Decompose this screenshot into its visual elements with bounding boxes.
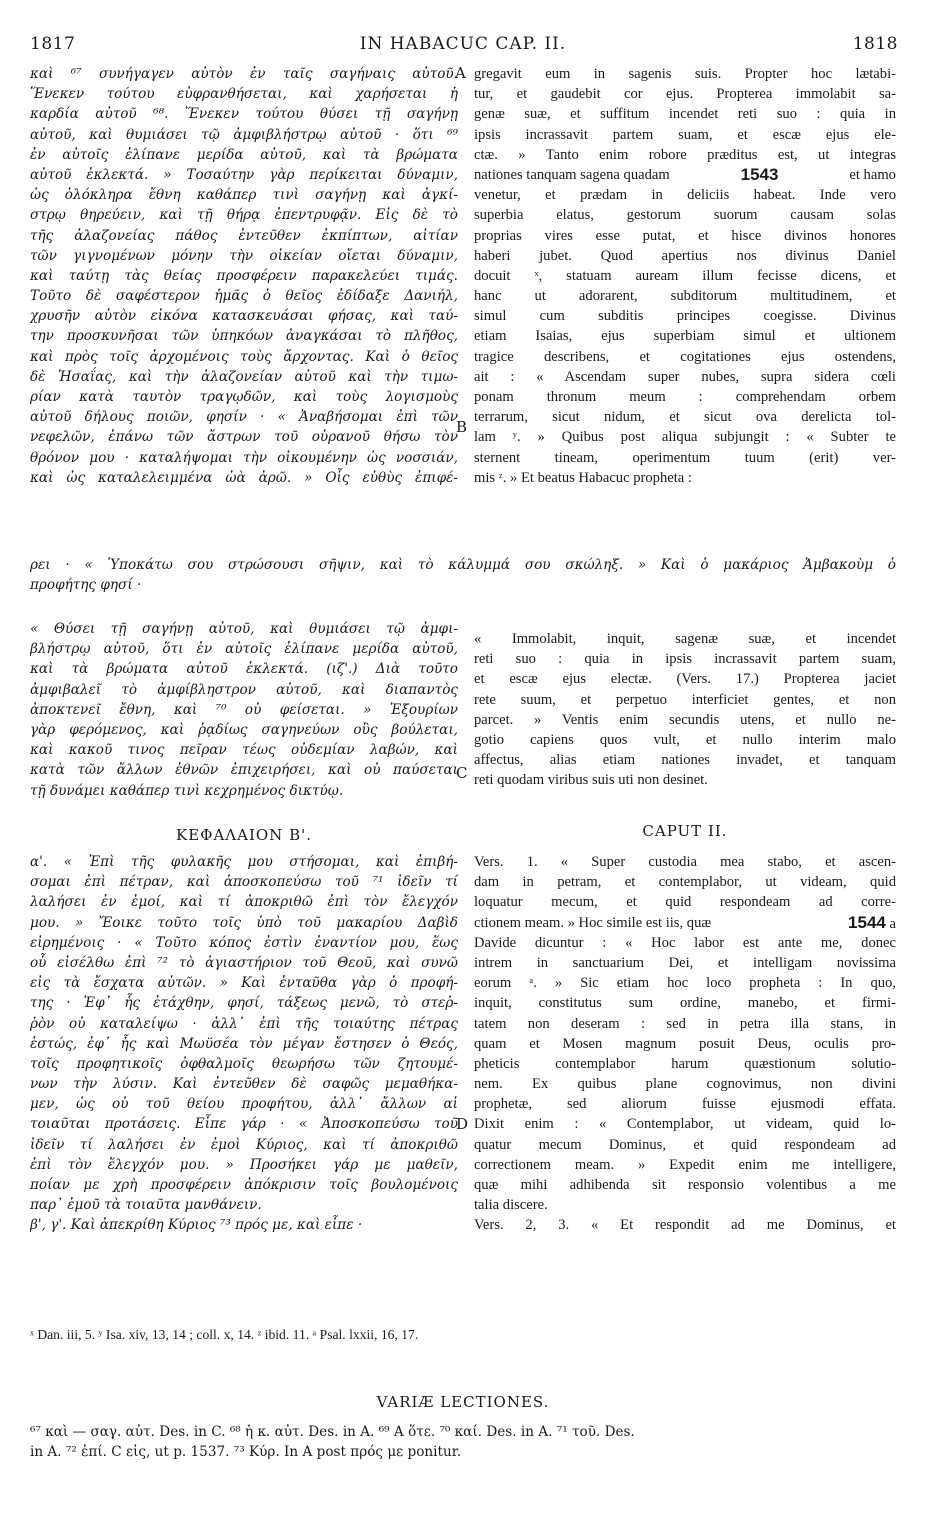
latin-line: « Immolabit, inquit, sagenæ suæ, et incendet — [474, 631, 896, 647]
greek-line: καὶ ⁶⁷ συνήγαγεν αὐτὸν ἐν ταῖς σαγήναις αὐτοῦ. — [30, 66, 458, 82]
variant-line: ⁶⁷ καὶ — σαγ. αὐτ. Des. in C. ⁶⁸ ἡ κ. αὐτ. Des. in A. ⁶⁹ A ὅτε. ⁷⁰ καί. Des. in A. ⁷¹ τοῦ. Des. — [30, 1424, 635, 1440]
margin-letter-d: D — [456, 1115, 469, 1133]
latin-chapter-heading: CAPUT II. — [642, 822, 728, 840]
latin-line: ctæ. » Tanto enim robore præditus est, ut integras — [474, 146, 896, 163]
latin-line-with-marker — [474, 165, 896, 185]
running-title: IN HABACUC CAP. II. — [359, 34, 567, 54]
footnote-line: ˣ Dan. iii, 5. ʸ Isa. xiv, 13, 14 ; coll. x, 14. ᶻ ibid. 11. ᵃ Psal. lxxii, 16, 17. — [30, 1327, 419, 1342]
greek-line: καὶ κακοῦ τινος πεῖραν τέως οὐδεμίαν λαβών, καὶ — [30, 742, 458, 759]
latin-line: ait : « Ascendam super nubes, supra sidera cœli — [474, 368, 896, 385]
latin-line: sternent tineam, operimentum tuum (erit) ver- — [474, 449, 896, 466]
greek-line: ἀποκτενεῖ ἔθνη, καὶ ⁷⁰ οὐ φείσεται. » Ἐξουρίων — [30, 701, 458, 718]
latin-line: correctionem meam. » Expedit enim me intelligere, — [474, 1156, 896, 1173]
latin-line: quatur mecum Dominus, et quid respondeam ad — [474, 1136, 896, 1153]
greek-line: Τοῦτο δὲ σαφέστερον ἡμᾶς ὁ θεῖος ἐδίδαξε Δανιήλ, — [30, 288, 458, 305]
latin-line: haberi jubet. Quod apertius nos divinus Daniel — [474, 247, 896, 264]
full-line: προφήτης φησί · — [30, 577, 142, 594]
full-width-text — [30, 555, 896, 595]
latin-line: loquatur mecum, et quid respondeam ad corre- — [474, 894, 896, 911]
greek-line: β', γ'. Καὶ ἀπεκρίθη Κύριος ⁷³ πρός με, καὶ εἶπε · — [30, 1217, 363, 1234]
greek-line: ἰδεῖν τί λαλήσει ἐν ἐμοὶ Κύριος, καὶ τί ἀποκριθῶ — [30, 1136, 458, 1153]
greek-line: α'. « Ἐπὶ τῆς φυλακῆς μου στήσομαι, καὶ ἐπιβή- — [30, 854, 458, 870]
latin-line: dam in petram, et contemplabor, ut videam, quid — [474, 874, 896, 891]
latin-line: et escæ ejus electæ. (Vers. 17.) Propterea jaciet — [474, 671, 896, 688]
variae-lectiones-title: VARIÆ LECTIONES. — [376, 1393, 550, 1411]
latin-line: gregavit eum in sagenis suis. Propter hoc lætabi- — [474, 66, 896, 82]
greek-line: τοῖς προφητικοῖς ὀφθαλμοῖς θεωρήσω τῶν ζητουμέ- — [30, 1055, 458, 1072]
greek-line: αὐτοῦ δήλους ποιῶν, φησίν · « Ἀναβήσομαι ἐπὶ τῶν — [30, 409, 458, 426]
latin-column-top — [474, 64, 896, 488]
latin-line: tur, et gaudebit cor ejus. Propterea immolabit sa- — [474, 86, 896, 103]
footnotes — [30, 1325, 896, 1345]
greek-line: ἀμφιβαλεῖ τὸ ἀμφίβληστρον αὐτοῦ, καὶ διαπαντὸς — [30, 681, 458, 698]
left-column-number: 1817 — [30, 34, 76, 54]
margin-letter-a: A — [455, 64, 466, 82]
latin-line: mis ᶻ. » Et beatus Habacuc propheta : — [474, 469, 692, 486]
greek-chapter-heading: ΚΕΦΑΛΑΙΟΝ Β'. — [176, 826, 312, 844]
latin-line: tatem non deseram : sed in petra illa stans, in — [474, 1015, 896, 1032]
latin-line: parcet. » Ventis enim secundis utens, et nullo ne- — [474, 711, 896, 728]
greek-line: « Θύσει τῇ σαγήνῃ αὐτοῦ, καὶ θυμιάσει τῷ ἀμφι- — [30, 621, 458, 637]
latin-line: Davide dicuntur : « Hoc labor est ante me, donec — [474, 934, 896, 951]
latin-line: Dixit enim : « Contemplabor, ut videam, quid lo- — [474, 1116, 896, 1133]
latin-line: ipsis incrassavit partem suam, et escæ ejus ele- — [474, 126, 896, 143]
greek-line: ρίαν κατὰ ταυτὸν τραγῳδῶν, καὶ τοὺς λογισμοὺς — [30, 389, 458, 405]
greek-line: παρ᾽ ἐμοῦ τὰ τοιαῦτα μανθάνειν. — [30, 1197, 262, 1214]
greek-line: τῇ δυνάμει καθάπερ τινὶ κεχρημένος δικτύῳ. — [30, 782, 344, 799]
greek-line: βλήστρῳ αὐτοῦ, ὅτι ἐν αὐτοῖς ἐλίπανε μερίδα αὐτοῦ, — [30, 641, 458, 658]
greek-line: ἐν αὐτοῖς ἐλίπανε μερίδα αὐτοῦ, καὶ τὰ βρώματα — [30, 146, 458, 163]
latin-line: reti suo : quia in ipsis incrassavit partem suam, — [474, 651, 896, 668]
latin-line: reti quodam viribus suis uti non desinet. — [474, 772, 708, 789]
latin-line: affectus, alias etiam nationes invadet, et tanquam — [474, 752, 896, 769]
greek-line: σομαι ἐπὶ πέτραν, καὶ ἀποσκοπεύσω τοῦ ⁷¹ ἰδεῖν τί — [30, 874, 458, 891]
greek-line: ἐπὶ τὸν ἔλεγχόν μου. » Προσήκει γάρ με μαθεῖν, — [30, 1156, 458, 1173]
latin-line: talia discere. — [474, 1197, 548, 1214]
margin-letter-b: B — [456, 418, 468, 436]
column-marker: 1544 — [848, 912, 886, 932]
greek-line: μου. » Ἔοικε τοῦτο τοῖς ὑπὸ τοῦ μακαρίου Δαβὶδ — [30, 914, 458, 931]
latin-line: superbia elatus, gestorum suorum causam solas — [474, 207, 896, 224]
latin-line: terrarum, sicut nidum, et sicut ova derelicta tol- — [474, 409, 896, 426]
greek-line: δὲ Ἡσαΐας, καὶ τὴν ἀλαζονείαν αὐτοῦ καὶ τὴν τιμω- — [30, 368, 458, 385]
latin-line: venetur, et prædam in deliciis habeat. Inde vero — [474, 187, 896, 204]
latin-line: hanc ut adorarent, subditorum multitudinem, et — [474, 288, 896, 305]
right-column-number: 1818 — [852, 34, 898, 54]
variant-line: in A. ⁷² ἐπί. C εἰς, ut p. 1537. ⁷³ Κύρ. In A post πρός με ponitur. — [30, 1444, 462, 1460]
latin-line-with-marker — [474, 913, 896, 933]
latin-column-bottom — [474, 852, 896, 1236]
latin-line: inquit, constitutus sum ordine, manebo, et firmi- — [474, 995, 896, 1012]
latin-line: intrem in sanctuarium Dei, et intelligam novissima — [474, 954, 896, 971]
greek-line: τῶν γιγνομένων μόνην τὴν οἰκείαν οἴεται δύναμιν, — [30, 247, 458, 264]
greek-line: εἰρημένοις · « Τοῦτο κόπος ἐστὶν ἐναντίον μου, ἕως — [30, 934, 458, 951]
greek-line: κατὰ τῶν ἄλλων ἐθνῶν ἐπιχειρήσει, καὶ οὐ παύσεται — [30, 762, 458, 779]
greek-column-top — [30, 64, 458, 488]
greek-line: χρυσῆν αὐτὸν εἰκόνα κατασκευάσαι φήσας, καὶ ταύ- — [30, 308, 458, 325]
latin-line-tail: a — [889, 915, 896, 932]
greek-line: εἰς τὰ ἔσχατα αὐτῶν. » Καὶ ἐνταῦθα γὰρ ὁ προφή- — [30, 975, 458, 992]
latin-line: eorum ᵃ. » Sic etiam hoc loco propheta : In quo, — [474, 975, 896, 992]
latin-line-text: nationes tanquam sagena quadam — [474, 166, 670, 183]
greek-column-middle — [30, 619, 458, 801]
latin-line-text: ctionem meam. » Hoc simile est iis, quæ — [474, 914, 712, 931]
margin-letter-c: C — [456, 764, 468, 782]
latin-line: simul cum subditis principes coegisse. Divinus — [474, 308, 896, 325]
greek-line: καρδία αὐτοῦ ⁶⁸. Ἕνεκεν τούτου θύσει τῇ σαγήνῃ — [30, 106, 458, 123]
greek-line: τῆς ἀλαζονείας πάθος ἐντεῦθεν ἐκπίπτων, αἰτίαν — [30, 227, 458, 244]
latin-line: pheticis contemplabor harum quæstionum solutio- — [474, 1055, 896, 1072]
greek-line: αὐτοῦ ἐκλεκτά. » Τοσαύτην γὰρ περίκειται δύναμιν, — [30, 166, 458, 183]
greek-line: νων τὴν λύσιν. Καὶ ἐντεῦθεν δὲ σαφῶς μεμαθήκα- — [30, 1076, 458, 1093]
greek-line: ἑστώς, ἐφ᾽ ἧς καὶ Μωϋσέα τὸν μέγαν ἔστησεν ὁ Θεός, — [30, 1035, 458, 1052]
greek-line: καὶ ὡς καταλελειμμένα ὠὰ ἀρῶ. » Οἷς εὐθὺς ἐπιφέ- — [30, 469, 458, 486]
latin-line: nem. Ex quibus plane cognovimus, non divini — [474, 1076, 896, 1093]
greek-line: θρόνον μου · καταλήψομαι τὴν οἰκουμένην ὡς νοσσιάν, — [30, 449, 458, 466]
latin-line-tail: et hamo — [849, 166, 896, 183]
greek-line: της · Ἐφ᾽ ἧς ἐτάχθην, φησί, τάξεως μενῶ, τὸ στεῤ- — [30, 995, 458, 1012]
greek-line: μεν, ὡς οὐ τοῦ θείου προφήτου, ἀλλ᾽ ἄλλων αἱ — [30, 1096, 458, 1113]
greek-line: στρῳ θηρεύειν, καὶ τῇ θήρᾳ ἐπεντρυφᾷν. Εἰς δὲ τὸ — [30, 207, 458, 224]
greek-line: ῥὸν οὐ καταλείψω · ἀλλ᾽ ἐπὶ τῆς τοιαύτης πέτρας — [30, 1015, 458, 1032]
greek-line: οὗ εἰσέλθω ἐπὶ ⁷² τὸ ἁγιαστήριον τοῦ Θεοῦ, καὶ συνῶ — [30, 954, 458, 971]
latin-line: gotio capiens quos vult, et nullo interim malo — [474, 731, 896, 748]
latin-line: Vers. 1. « Super custodia mea stabo, et ascen- — [474, 854, 896, 870]
full-line: ρει · « Ὑποκάτω σου στρώσουσι σῆψιν, καὶ τὸ κάλυμμά σου σκώληξ. » Καὶ ὁ μακάριος Ἀμβακοὺμ ὁ — [30, 557, 896, 573]
latin-column-middle — [474, 629, 896, 791]
latin-line: ponam thronum meum : comprehendam orbem — [474, 389, 896, 405]
latin-line: rete suum, et perpetuo interficiet gentes, et non — [474, 691, 896, 708]
greek-line: λαλήσει ἐν ἐμοί, καὶ τί ἀποκριθῶ ἐπὶ τὸν ἔλεγχόν — [30, 894, 458, 911]
greek-line: καὶ ταύτῃ τὰς θείας προσφέρειν παρακελεύει τιμάς. — [30, 267, 458, 284]
greek-line: Ἕνεκεν τούτου εὐφρανθήσεται, καὶ χαρήσεται ἡ — [30, 86, 458, 103]
latin-line: lam ʸ. » Quibus post aliqua subjungit : « Subter te — [474, 429, 896, 446]
greek-line: καὶ πρὸς τοῖς ἀρχομένοις τοὺς ἄρχοντας. Καὶ ὁ θεῖος — [30, 348, 458, 365]
latin-line: tragice describens, et cogitationes ejus ostendens, — [474, 348, 896, 365]
latin-line: quam et Mosen magnum posuit Deus, oculis pro- — [474, 1035, 896, 1052]
column-marker: 1543 — [740, 164, 779, 184]
greek-column-bottom — [30, 852, 458, 1236]
latin-line: quæ mihi adhibenda sit responsio volentibus a me — [474, 1177, 896, 1193]
greek-line: καὶ τὰ βρώματα αὐτοῦ ἐκλεκτά. (ιζ'.) Διὰ τοῦτο — [30, 661, 458, 678]
latin-line: Vers. 2, 3. « Et respondit ad me Dominus, et — [474, 1217, 896, 1234]
latin-line: proprias vires esse putat, et hisce divinos honores — [474, 227, 896, 244]
latin-line: docuit ˣ, statuam auream illum fecisse dicens, et — [474, 267, 896, 284]
greek-line: την προσκυνῆσαι τῶν ὑπηκόων ἀναγκάσαι τὸ πλῆθος, — [30, 328, 458, 345]
greek-line: νεφελῶν, ἐπάνω τῶν ἄστρων τοῦ οὐρανοῦ θήσω τὸν — [30, 429, 458, 446]
greek-line: γὰρ φερόμενος, καὶ ῥᾳδίως σαγηνεύων οὓς βούλεται, — [30, 721, 458, 738]
variae-lectiones — [30, 1422, 896, 1462]
latin-line: etiam Isaias, ejus superbiam simul et ultionem — [474, 328, 896, 345]
latin-line: prophetæ, sed aliorum fuisse ejusmodi effata. — [474, 1096, 896, 1113]
greek-line: τοιαῦται προτάσεις. Εἶπε γάρ · « Ἀποσκοπεύσω τοῦ — [30, 1116, 458, 1133]
latin-line: genæ suæ, et suffitum incendet reti suo : quia in — [474, 106, 896, 123]
greek-line: ποίαν με χρὴ προσφέρειν ἀπόκρισιν τοῖς βουλομένοις — [30, 1177, 458, 1193]
greek-line: ὡς ὁλόκληρα ἔθνη καθάπερ τινὶ σαγήνῃ καὶ ἀγκί- — [30, 187, 458, 204]
greek-line: αὐτοῦ, καὶ θυμιάσει τῷ ἀμφιβλήστρῳ αὐτοῦ · ὅτι ⁶⁹ — [30, 126, 458, 143]
